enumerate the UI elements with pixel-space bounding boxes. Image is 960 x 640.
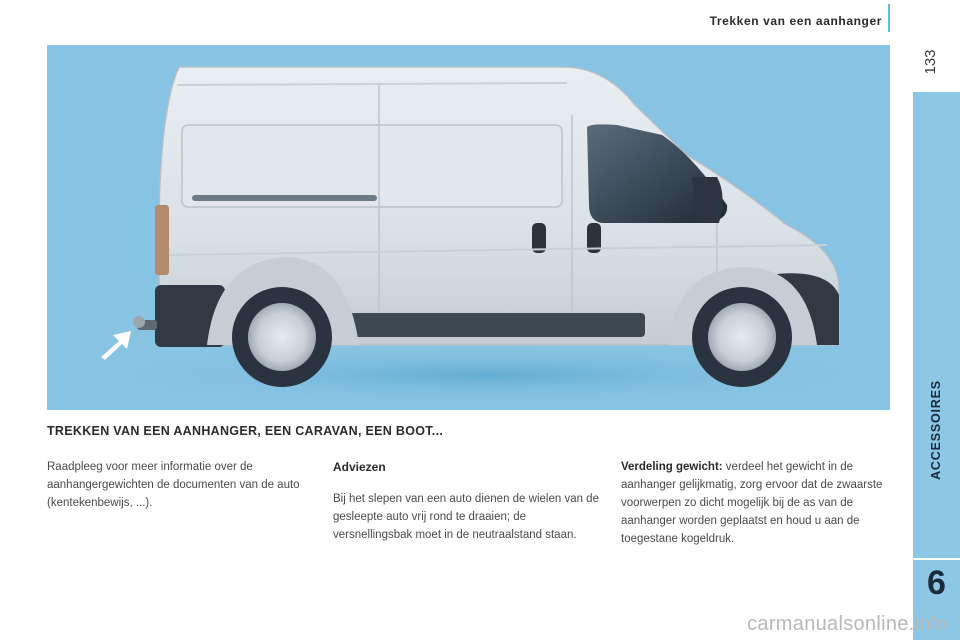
advice-paragraph: Bij het slepen van een auto dienen de wielen van de gesleepte auto vrij rond te draaien; de versnellingsbak moet in de neutraalstand staan. (333, 493, 599, 541)
pointer-arrow-icon (101, 331, 131, 360)
intro-paragraph: Raadpleeg voor meer informatie over de aanhangergewichten de documenten van de auto (kentekenbewijs, ...). (47, 461, 300, 509)
watermark: carmanualsonline.info (747, 613, 948, 635)
column-weight-distribution (621, 458, 896, 548)
column-advice (333, 458, 608, 544)
hero-illustration (47, 45, 890, 410)
column-intro (47, 458, 322, 512)
weight-distribution-lead: Verdeling gewicht: (621, 461, 723, 473)
van-illustration (47, 45, 890, 410)
section-heading: TREKKEN VAN EEN AANHANGER, EEN CARAVAN, EEN BOOT... (47, 424, 444, 438)
tow-hook-icon (133, 316, 157, 330)
header-rule (888, 4, 890, 32)
weight-distribution-text: verdeel het gewicht in de aanhanger gelijkmatig, zorg ervoor dat de zwaarste voorwerpen zo dicht mogelijk bij de as van de aanhanger worden geplaatst en houd u aan de toegestane kogeldruk. (621, 461, 883, 545)
chapter-number: 6 (927, 564, 946, 602)
chapter-tab-label: ACCESSOIRES (929, 380, 943, 480)
chapter-tab-divider (913, 558, 960, 560)
weight-distribution-paragraph (621, 458, 896, 548)
page-number: 133 (921, 49, 939, 75)
advice-heading: Adviezen (333, 460, 386, 474)
running-header-title: Trekken van een aanhanger (709, 14, 882, 28)
